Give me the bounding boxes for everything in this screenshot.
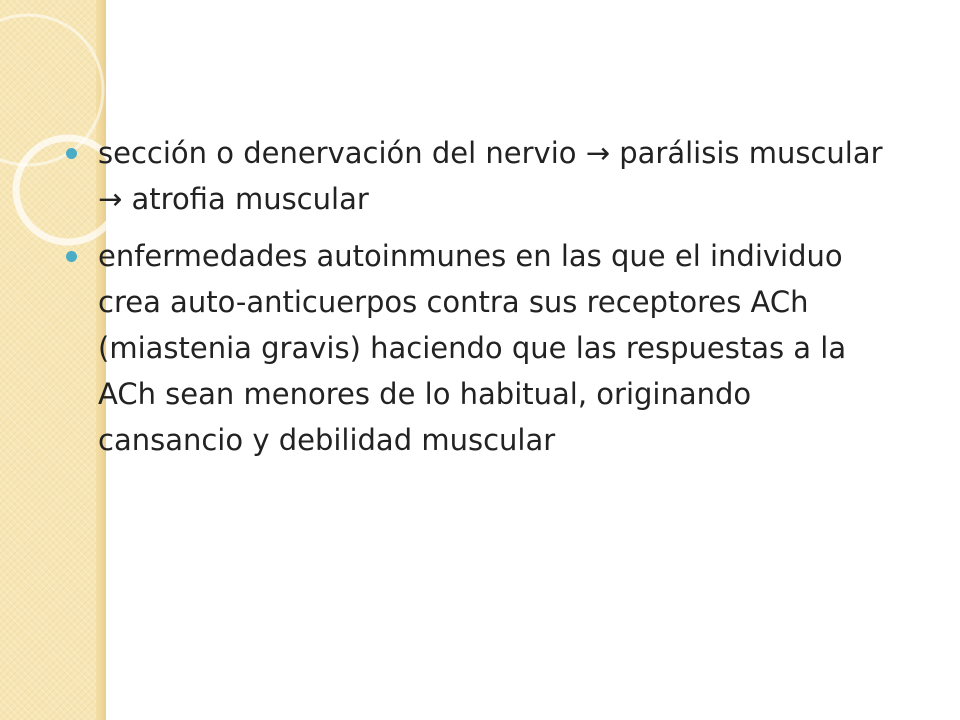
bullet-text: sección o denervación del nervio → parálisis muscular → atrofia muscular	[98, 136, 883, 216]
bullet-dot-icon	[66, 251, 77, 262]
bullet-list	[66, 130, 886, 463]
bullet-dot-icon	[66, 148, 77, 159]
bullet-text: enfermedades autoinmunes en las que el individuo crea auto-anticuerpos contra sus receptores ACh (miastenia gravis) haciendo que las respuestas a la ACh sean menores de lo habitual, originando cansancio y debilidad muscular	[98, 239, 847, 457]
bullet-item	[66, 233, 886, 463]
bullet-item	[66, 130, 886, 222]
slide-content	[66, 130, 886, 474]
